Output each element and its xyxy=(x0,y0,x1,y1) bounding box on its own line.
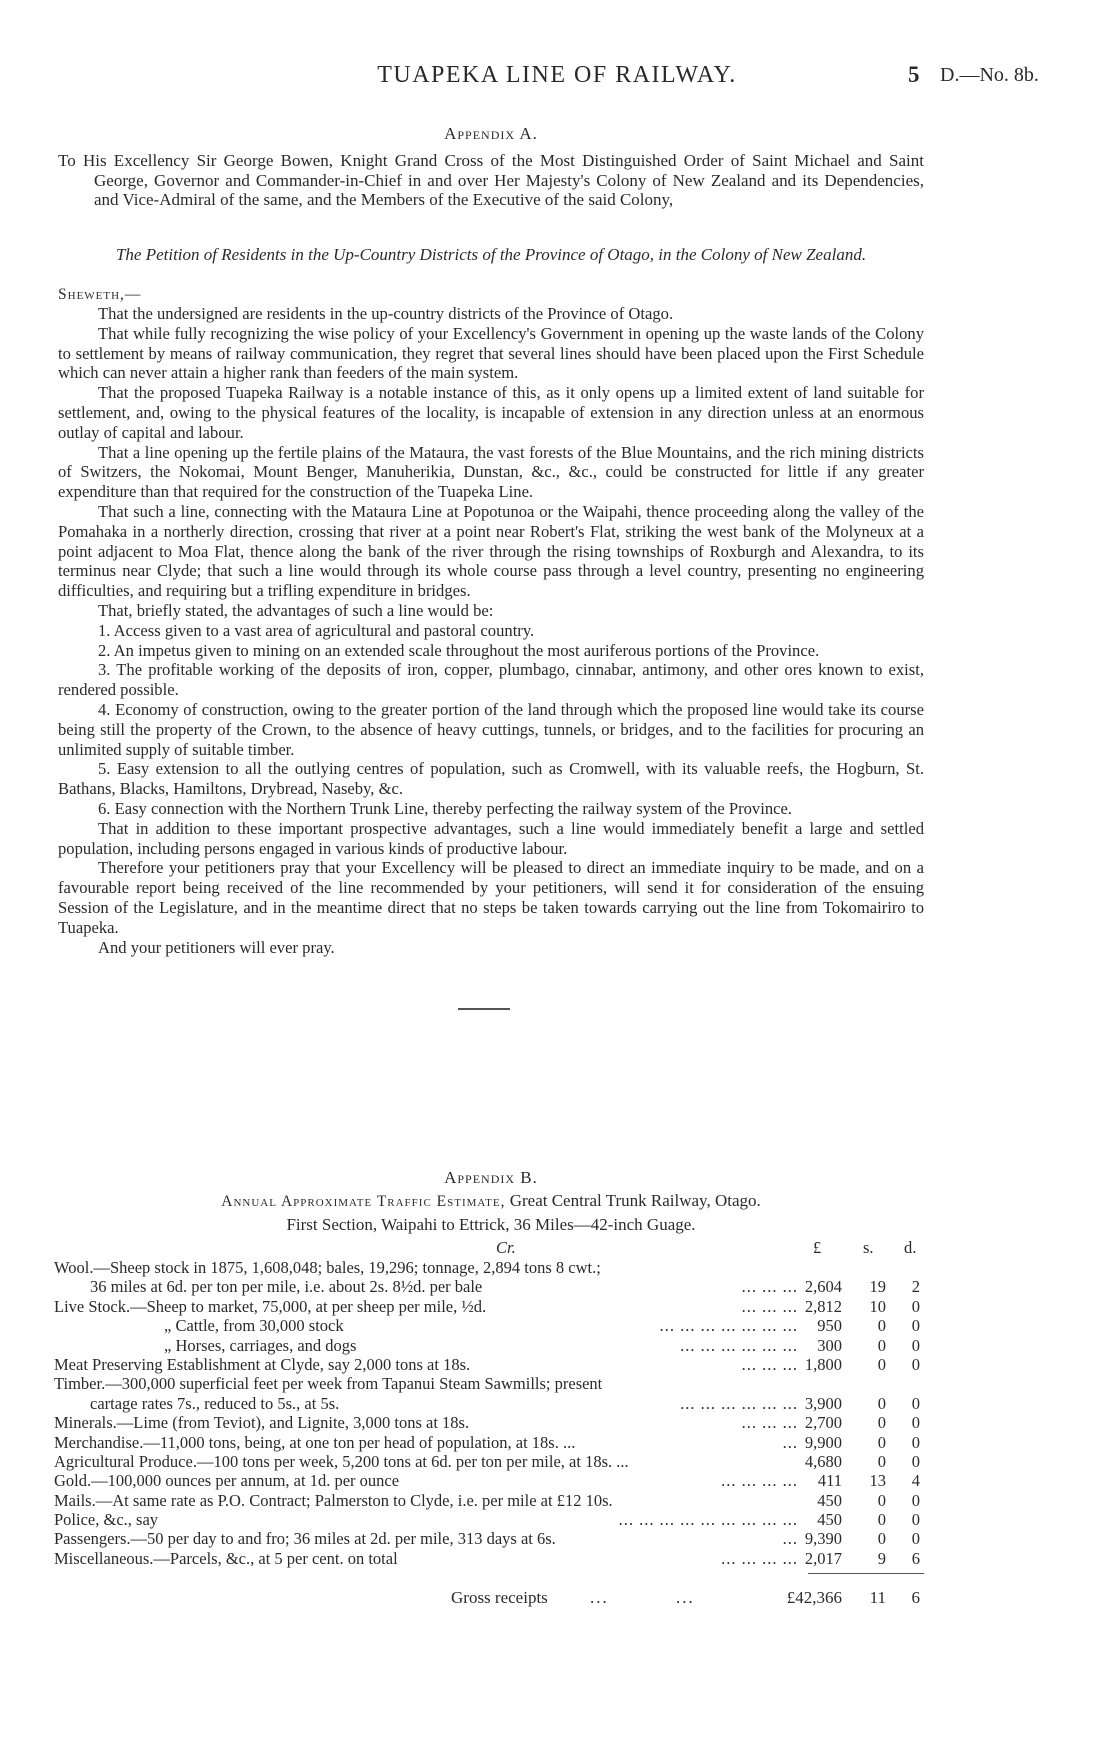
ledger-item-text: Minerals.—Lime (from Teviot), and Lignite, 3,000 tons at 18s. xyxy=(54,1413,470,1433)
leader-dots: ... ... ... xyxy=(741,1413,798,1433)
page-header xyxy=(0,62,1114,96)
ledger-pounds: 2,604 xyxy=(804,1277,842,1297)
ledger-pence: 0 xyxy=(911,1354,920,1374)
ledger-item-text: Miscellaneous.—Parcels, &c., at 5 per cent. on total xyxy=(54,1548,398,1568)
address-text: To His Excellency Sir George Bowen, Knight Grand Cross of the Most Distinguished Order of Saint Michael and Saint George, Governor and Commander-in-Chief in and over Her Majesty's Colony of New Zealand and its Dependencies, and Vice-Admiral of the same, and the Members of the Executive of the said Colony, xyxy=(58,151,924,209)
petition-paragraph: That a line opening up the fertile plains of the Mataura, the vast forests of the Blue Mountains, and the rich mining districts of Switzers, the Nokomai, Mount Benger, Manuherikia, Dunstan, &c., &c., could be constructed for little if any greater expenditure than that required for the construction of the Tuapeka Line. xyxy=(58,442,924,502)
ledger-pounds: 2,017 xyxy=(804,1548,842,1568)
ledger-item-text: „ Horses, carriages, and dogs xyxy=(164,1335,357,1355)
appendix-b-heading: Appendix B. xyxy=(444,1168,538,1187)
page-number: 5 xyxy=(908,62,920,87)
ledger-item-text: cartage rates 7s., reduced to 5s., at 5s. xyxy=(90,1393,340,1413)
ledger-pounds: 950 xyxy=(817,1316,842,1336)
total-pence: 6 xyxy=(911,1588,920,1607)
leader-dots: ... xyxy=(782,1529,798,1549)
petition-paragraph: 3. The profitable working of the deposits of iron, copper, plumbago, cinnabar, antimony, and other ores known to exist, rendered possible. xyxy=(58,660,924,700)
ledger-shillings: 0 xyxy=(877,1335,886,1355)
ledger-row xyxy=(54,1394,924,1413)
ledger-pounds: 3,900 xyxy=(804,1393,842,1413)
leader-dots: ... xyxy=(782,1432,798,1452)
petition-paragraph: 4. Economy of construction, owing to the greater portion of the land through which the proposed line would take its course being still the property of the Crown, to the absence of heavy cuttings, tunnels, or bridges, and to the facilities for procuring an unlimited supply of suitable timber. xyxy=(58,699,924,759)
petition-paragraph: 2. An impetus given to mining on an extended scale throughout the most auriferous portions of the Province. xyxy=(98,640,820,660)
ledger-shillings: 10 xyxy=(869,1296,886,1316)
ledger-pounds: 300 xyxy=(817,1335,842,1355)
leader-dots: ... ... ... ... ... ... ... ... ... xyxy=(618,1510,798,1530)
ledger-pounds: 4,680 xyxy=(804,1451,842,1471)
ledger-row xyxy=(54,1433,924,1452)
ledger-shillings: 13 xyxy=(869,1471,886,1491)
leader-dots: ... ... ... xyxy=(741,1277,798,1297)
leader-dots: ... ... ... ... xyxy=(721,1471,798,1491)
ledger-item-text: Police, &c., say xyxy=(54,1510,159,1530)
ledger-row xyxy=(54,1277,924,1296)
estimate-title-caps: Annual Approximate Traffic Estimate, xyxy=(221,1193,506,1210)
petition-paragraph: And your petitioners will ever pray. xyxy=(98,937,335,957)
ledger-pounds: 9,900 xyxy=(804,1432,842,1452)
ledger-pounds: 2,812 xyxy=(804,1296,842,1316)
section-heading: First Section, Waipahi to Ettrick, 36 Miles—42-inch Guage. xyxy=(286,1215,696,1234)
ledger-pounds: 450 xyxy=(817,1510,842,1530)
petition-paragraph: That such a line, connecting with the Mataura Line at Popotunoa or the Waipahi, thence proceeding along the valley of the Pomahaka in a northerly direction, crossing that river at a point near Robert's Flat, striking the west bank of the Molyneux at a point adjacent to Moa Flat, thence along the bank of the river through the rising townships of Roxburgh and Alexandra, to its terminus near Clyde; that such a line would through its whole course pass through a level country, presenting no engineering difficulties, and requiring but a trifling expenditure in bridges. xyxy=(58,501,924,601)
ledger-shillings: 0 xyxy=(877,1432,886,1452)
ledger-shillings: 0 xyxy=(877,1393,886,1413)
leader-dots: ... xyxy=(590,1588,609,1607)
gross-receipts-row xyxy=(54,1587,924,1609)
ledger-shillings: 19 xyxy=(869,1277,886,1297)
petition-paragraph: That while fully recognizing the wise policy of your Excellency's Government in opening up the waste lands of the Colony to settlement by means of railway communication, they regret that several lines should have been placed upon the First Schedule which can never attain a higher rank than feeders of the main system. xyxy=(58,323,924,383)
ledger-pence: 0 xyxy=(911,1296,920,1316)
leader-dots: ... ... ... xyxy=(741,1296,798,1316)
document-reference: D.—No. 8b. xyxy=(940,64,1039,86)
leader-dots: ... xyxy=(676,1588,695,1607)
estimate-title xyxy=(58,1191,924,1211)
leader-dots: ... ... ... ... ... ... xyxy=(680,1393,798,1413)
ledger-row xyxy=(54,1374,924,1393)
petition-address xyxy=(58,151,924,210)
leader-dots: ... ... ... ... ... ... ... xyxy=(659,1316,798,1336)
ledger-shillings: 0 xyxy=(877,1529,886,1549)
ledger-row xyxy=(54,1529,924,1548)
credit-header: Cr. xyxy=(496,1238,516,1257)
petition-paragraph: That in addition to these important prospective advantages, such a line would immediately benefit a large and settled population, including persons engaged in various kinds of productive labour. xyxy=(58,818,924,858)
ledger-shillings: 0 xyxy=(877,1316,886,1336)
sheweth-label: Sheweth,— xyxy=(58,286,142,303)
ledger-item-text: 36 miles at 6d. per ton per mile, i.e. about 2s. 8½d. per bale xyxy=(90,1277,483,1297)
ledger-item-text: „ Cattle, from 30,000 stock xyxy=(164,1316,344,1336)
petition-paragraph: 6. Easy connection with the Northern Trunk Line, thereby perfecting the railway system of the Province. xyxy=(98,798,792,818)
ledger-row xyxy=(54,1510,924,1529)
total-label: Gross receipts xyxy=(451,1588,548,1607)
running-title: TUAPEKA LINE OF RAILWAY. xyxy=(377,62,737,88)
ledger-item-text: Merchandise.—11,000 tons, being, at one ton per head of population, at 18s. ... xyxy=(54,1432,576,1452)
ledger-row xyxy=(54,1491,924,1510)
petition-paragraph: Therefore your petitioners pray that your Excellency will be pleased to direct an immediate inquiry to be made, and on a favourable report being received of the line recommended by your petitioners, will send it for consideration of the ensuing Session of the Legislature, and in the meantime direct that no steps be taken towards carrying out the line from Tokomairiro to Tuapeka. xyxy=(58,858,924,937)
total-pounds: £42,366 xyxy=(786,1588,842,1607)
ledger-pence: 4 xyxy=(911,1471,920,1491)
ledger-pounds: 1,800 xyxy=(804,1354,842,1374)
ledger-pence: 0 xyxy=(911,1432,920,1452)
ledger-pounds: 2,700 xyxy=(804,1413,842,1433)
ledger-pence: 0 xyxy=(911,1510,920,1530)
ledger-shillings: 0 xyxy=(877,1490,886,1510)
ledger-row xyxy=(54,1336,924,1355)
leader-dots: ... ... ... ... xyxy=(721,1548,798,1568)
ledger-shillings: 0 xyxy=(877,1510,886,1530)
ledger-item-text: Agricultural Produce.—100 tons per week, 5,200 tons at 6d. per ton per mile, at 18s. ... xyxy=(54,1451,629,1471)
ledger-pence: 0 xyxy=(911,1393,920,1413)
ledger-pence: 0 xyxy=(911,1529,920,1549)
ledger-pounds: 411 xyxy=(817,1471,842,1491)
ledger-row xyxy=(54,1413,924,1432)
ledger-pence: 6 xyxy=(911,1548,920,1568)
appendix-a-heading: Appendix A. xyxy=(444,124,538,143)
estimate-title-rest: Great Central Trunk Railway, Otago. xyxy=(509,1191,761,1210)
ledger-row xyxy=(54,1452,924,1471)
leader-dots: ... ... ... xyxy=(741,1354,798,1374)
ledger-item-text: Passengers.—50 per day to and fro; 36 miles at 2d. per mile, 313 days at 6s. xyxy=(54,1529,556,1549)
ledger-shillings: 0 xyxy=(877,1451,886,1471)
sum-rule xyxy=(808,1573,924,1574)
ledger-shillings: 0 xyxy=(877,1354,886,1374)
ledger-pounds: 9,390 xyxy=(804,1529,842,1549)
petition-title: The Petition of Residents in the Up-Country Districts of the Province of Otago, in the Colony of New Zealand. xyxy=(115,245,867,264)
ledger-row xyxy=(54,1549,924,1568)
ledger-row xyxy=(54,1297,924,1316)
ledger-shillings: 9 xyxy=(877,1548,886,1568)
ledger-item-text: Meat Preserving Establishment at Clyde, say 2,000 tons at 18s. xyxy=(54,1354,471,1374)
ledger-row xyxy=(54,1258,924,1277)
ledger-pence: 0 xyxy=(911,1490,920,1510)
ledger-row xyxy=(54,1471,924,1490)
petition-paragraph: That the proposed Tuapeka Railway is a notable instance of this, as it only opens up a limited extent of land suitable for settlement, and, owing to the physical features of the locality, is incapable of extension in any direction unless at an enormous outlay of capital and labour. xyxy=(58,383,924,442)
petition-body xyxy=(58,304,924,957)
pounds-header: £ xyxy=(813,1238,822,1257)
leader-dots: ... ... ... ... ... ... xyxy=(680,1335,798,1355)
petition-paragraph: That, briefly stated, the advantages of such a line would be: xyxy=(98,600,494,620)
ledger-pence: 0 xyxy=(911,1413,920,1433)
ledger-row xyxy=(54,1316,924,1335)
ledger-item-text: Live Stock.—Sheep to market, 75,000, at per sheep per mile, ½d. xyxy=(54,1296,487,1316)
ledger-row xyxy=(54,1355,924,1374)
ledger-item-text: Mails.—At same rate as P.O. Contract; Palmerston to Clyde, i.e. per mile at £12 10s. xyxy=(54,1490,613,1510)
ledger-item-text: Wool.—Sheep stock in 1875, 1,608,048; bales, 19,296; tonnage, 2,894 tons 8 cwt.; xyxy=(54,1258,601,1277)
ledger-pence: 0 xyxy=(911,1335,920,1355)
section-divider xyxy=(458,1008,510,1010)
pence-header: d. xyxy=(904,1238,917,1257)
petition-paragraph: 1. Access given to a vast area of agricultural and pastoral country. xyxy=(98,620,535,640)
ledger-pounds: 450 xyxy=(817,1490,842,1510)
ledger-pence: 0 xyxy=(911,1316,920,1336)
ledger-item-text: Timber.—300,000 superficial feet per week from Tapanui Steam Sawmills; present xyxy=(54,1374,603,1394)
petition-paragraph: 5. Easy extension to all the outlying centres of population, such as Cromwell, with its valuable reefs, the Hogburn, St. Bathans, Blacks, Hamiltons, Drybread, Naseby, &c. xyxy=(58,759,924,799)
petition-paragraph: That the undersigned are residents in the up-country districts of the Province of Otago. xyxy=(98,304,674,323)
ledger-item-text: Gold.—100,000 ounces per annum, at 1d. per ounce xyxy=(54,1471,400,1491)
total-shillings: 11 xyxy=(869,1588,886,1607)
traffic-estimate-ledger xyxy=(54,1258,924,1568)
ledger-pence: 2 xyxy=(911,1277,920,1297)
shillings-header: s. xyxy=(863,1238,874,1257)
ledger-pence: 0 xyxy=(911,1451,920,1471)
ledger-shillings: 0 xyxy=(877,1413,886,1433)
